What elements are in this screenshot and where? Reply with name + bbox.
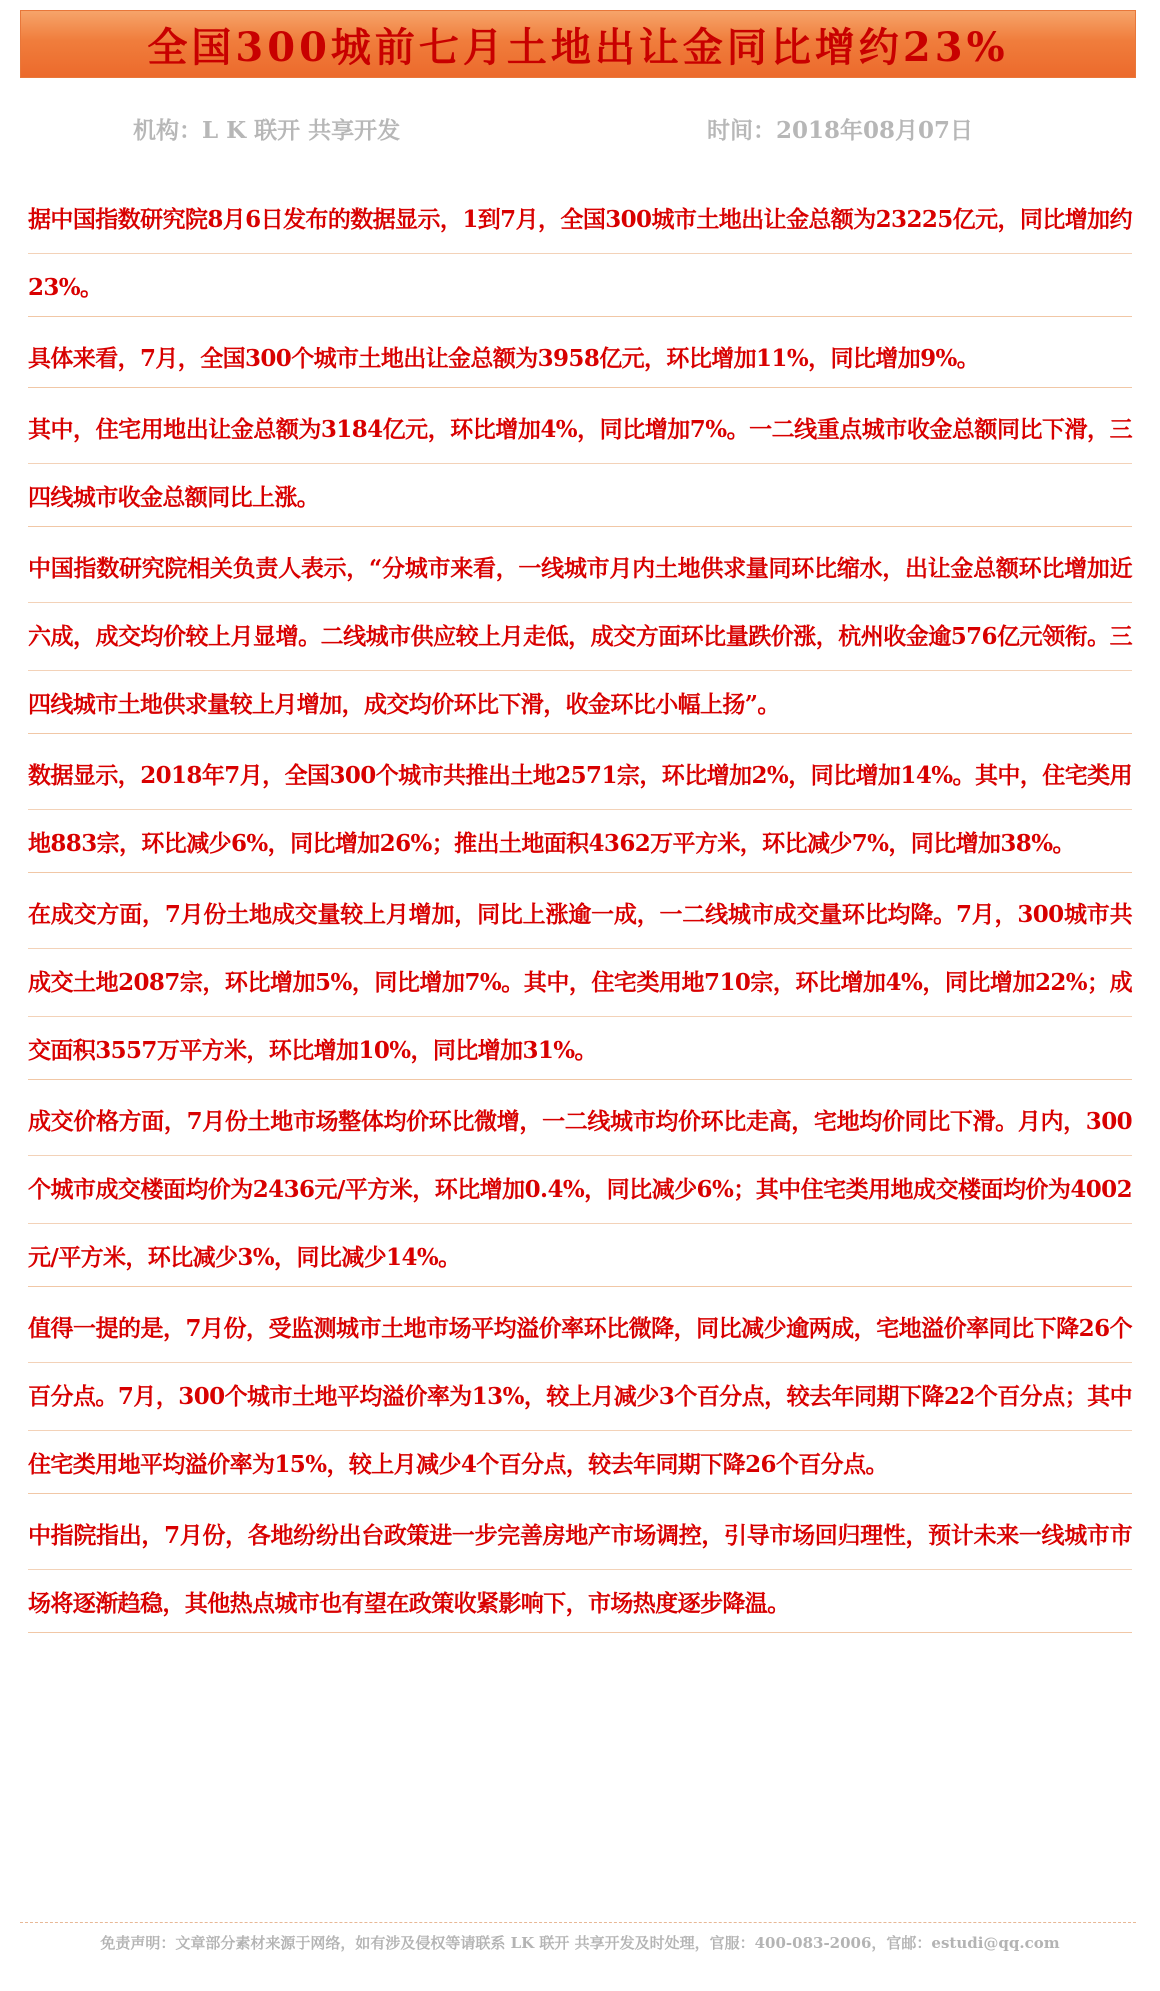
paragraph-9: 中指院指出，7月份，各地纷纷出台政策进一步完善房地产市场调控，引导市场回归理性，预计未来一线城市市场将逐渐趋稳，其他热点城市也有望在政策收紧影响下，市场热度逐步降温。 — [28, 1502, 1132, 1633]
paragraph-4: 中国指数研究院相关负责人表示，“分城市来看，一线城市月内土地供求量同环比缩水，出让金总额环比增加近六成，成交均价较上月显增。二线城市供应较上月走低，成交方面环比量跌价涨，杭州收金逾576亿元领衔。三四线城市土地供求量较上月增加，成交均价环比下滑，收金环比小幅上扬”。 — [28, 535, 1132, 734]
meta-row — [0, 112, 1160, 152]
paragraph-8: 值得一提的是，7月份，受监测城市土地市场平均溢价率环比微降，同比减少逾两成，宅地溢价率同比下降26个百分点。7月，300个城市土地平均溢价率为13%，较上月减少3个百分点，较去年同期下降22个百分点；其中住宅类用地平均溢价率为15%，较上月减少4个百分点，较去年同期下降26个百分点。 — [28, 1295, 1132, 1494]
footer-divider — [20, 1922, 1136, 1923]
meta-date: 时间：2018年08月07日 — [707, 117, 974, 144]
meta-organization: 机构：L K 联开 共享开发 — [133, 117, 401, 144]
paragraph-5: 数据显示，2018年7月，全国300个城市共推出土地2571宗，环比增加2%，同比增加14%。其中，住宅类用地883宗，环比减少6%，同比增加26%；推出土地面积4362万平方米，环比减少7%，同比增加38%。 — [28, 742, 1132, 873]
title-banner — [20, 10, 1136, 78]
paragraph-7: 成交价格方面，7月份土地市场整体均价环比微增，一二线城市均价环比走高，宅地均价同比下滑。月内，300个城市成交楼面均价为2436元/平方米，环比增加0.4%，同比减少6%；其中住宅类用地成交楼面均价为4002元/平方米，环比减少3%，同比减少14%。 — [28, 1088, 1132, 1287]
paragraph-6: 在成交方面，7月份土地成交量较上月增加，同比上涨逾一成，一二线城市成交量环比均降。7月，300城市共成交土地2087宗，环比增加5%，同比增加7%。其中，住宅类用地710宗，环比增加4%，同比增加22%；成交面积3557万平方米，环比增加10%，同比增加31%。 — [28, 881, 1132, 1080]
paragraph-3: 其中，住宅用地出让金总额为3184亿元，环比增加4%，同比增加7%。一二线重点城市收金总额同比下滑，三四线城市收金总额同比上涨。 — [28, 396, 1132, 527]
paragraph-1: 据中国指数研究院8月6日发布的数据显示，1到7月，全国300城市土地出让金总额为23225亿元，同比增加约23%。 — [28, 186, 1132, 317]
page-title: 全国300城前七月土地出让金同比增约23% — [147, 23, 1009, 71]
footer-disclaimer: 免责声明：文章部分素材来源于网络，如有涉及侵权等请联系 LK 联开 共享开发及时处理，官服：400-083-2006，官邮：estudi@qq.com — [100, 1934, 1060, 1952]
article-body — [28, 186, 1132, 1641]
paragraph-2: 具体来看，7月，全国300个城市土地出让金总额为3958亿元，环比增加11%，同比增加9%。 — [28, 325, 1132, 388]
